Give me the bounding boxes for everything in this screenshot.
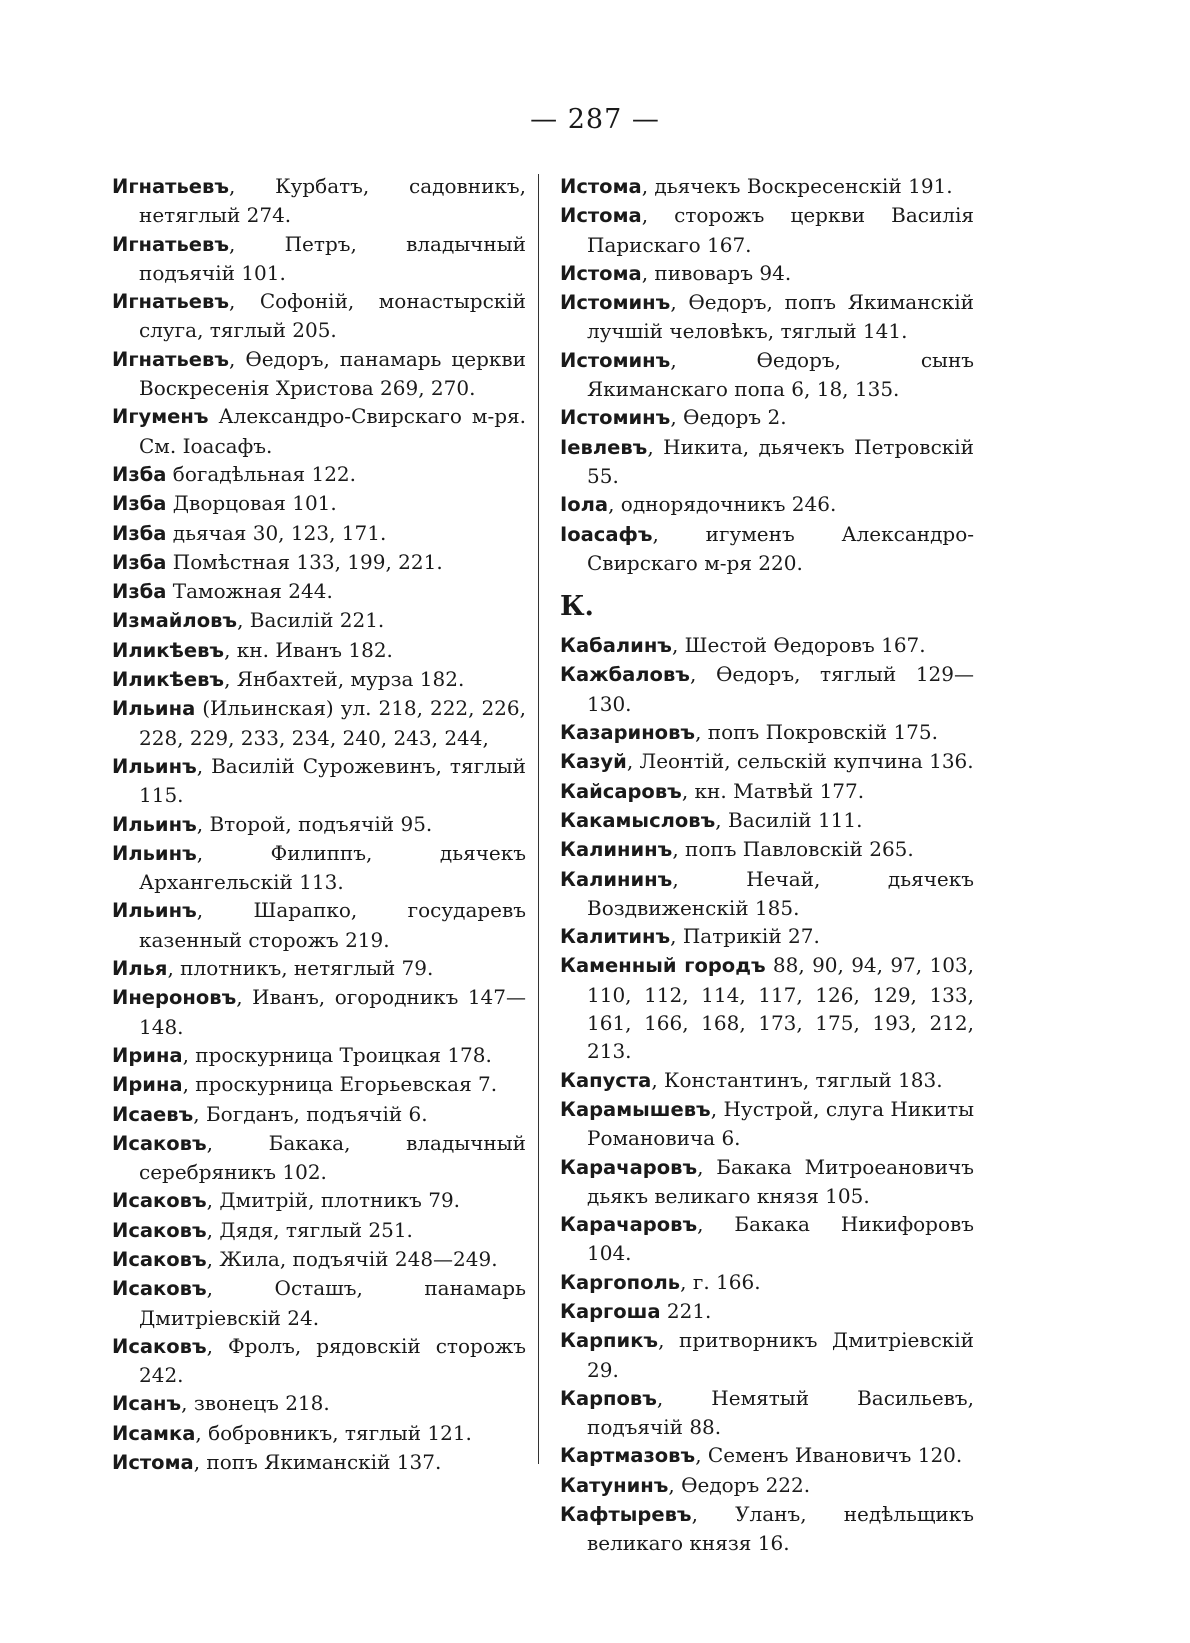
entry-headword: Игнатьевъ (112, 290, 229, 314)
index-entry (560, 835, 974, 864)
index-entry (560, 346, 974, 404)
entry-text: , кн. Иванъ 182. (224, 637, 393, 662)
entry-headword: Исаковъ (112, 1277, 207, 1301)
index-entry (112, 606, 526, 635)
entry-text: , Патрикій 27. (670, 924, 820, 949)
index-entry (560, 806, 974, 835)
entry-headword: Исаковъ (112, 1189, 207, 1213)
index-entry (112, 1216, 526, 1245)
index-entry (112, 402, 526, 460)
entry-text: , Шестой Өедоровъ 167. (671, 633, 926, 658)
index-entry (112, 577, 526, 606)
entry-text: , Курбатъ, садовникъ, нетяглый 274. (139, 174, 526, 228)
index-entry (560, 1095, 974, 1153)
entry-text: , Фролъ, рядовскій сторожъ 242. (139, 1333, 526, 1388)
index-entry (560, 172, 974, 201)
entry-headword: Игнатьевъ (112, 347, 229, 371)
index-entry (560, 403, 974, 432)
index-entry (112, 839, 526, 897)
entry-text: , Янбахтей, мурза 182. (224, 667, 465, 692)
entry-text: , Софоній, монастырскій слуга, тяглый 205. (139, 289, 526, 343)
entry-text: , Бакака Никифоровъ 104. (587, 1212, 974, 1266)
entry-headword: Казуй (560, 750, 627, 774)
entry-headword: Инероновъ (112, 986, 237, 1010)
entry-headword: Изба (112, 580, 167, 604)
entry-headword: Истома (560, 261, 642, 285)
index-entry (560, 1210, 974, 1268)
entry-text: , Нечай, дьячекъ Воздвиженскій 185. (587, 866, 974, 920)
index-entry (560, 1500, 974, 1558)
entry-text: , сторожъ церкви Василія Парискаго 167. (587, 203, 974, 257)
entry-headword: Кайсаровъ (560, 779, 682, 803)
index-entry (560, 1297, 974, 1326)
entry-headword: Истома (560, 204, 642, 228)
index-entry (112, 1129, 526, 1187)
entry-text: , плотникъ, нетяглый 79. (167, 956, 434, 981)
entry-headword: Исаковъ (112, 1247, 207, 1271)
column-divider (538, 174, 539, 1464)
index-entry (560, 433, 974, 491)
entry-headword: Ильинъ (112, 754, 197, 778)
entry-headword: Ирина (112, 1073, 183, 1097)
index-entry (112, 489, 526, 518)
index-entry (112, 1186, 526, 1215)
entry-text: дьячая 30, 123, 171. (166, 520, 387, 545)
entry-text: Дворцовая 101. (166, 491, 337, 516)
index-entry (112, 636, 526, 665)
entry-text: , проскурница Егорьевская 7. (182, 1072, 498, 1097)
entry-headword: Кабалинъ (560, 634, 672, 658)
entry-text: , Немятый Васильевъ, подъячій 88. (587, 1385, 974, 1440)
entry-text: , Жила, подъячій 248—249. (206, 1246, 498, 1271)
entry-text: , Василій 111. (715, 807, 863, 832)
entry-headword: Ильинъ (112, 812, 197, 836)
index-entry (560, 1153, 974, 1211)
entry-text: , Өедоръ, попъ Якиманскій лучшій человѣкъ, тяглый 141. (587, 290, 974, 344)
index-entry (560, 718, 974, 747)
entry-text: , Константинъ, тяглый 183. (651, 1067, 943, 1092)
index-entry (112, 1100, 526, 1129)
entry-text: Таможная 244. (166, 579, 333, 604)
index-entry (112, 345, 526, 403)
entry-headword: Истоминъ (560, 291, 671, 315)
entry-headword: Исанъ (112, 1392, 182, 1416)
entry-text: , Нустрой, слуга Никиты Романовича 6. (587, 1096, 974, 1151)
entry-text: , игуменъ Александро-Свирскаго м-ря 220. (587, 521, 974, 575)
entry-headword: Калитинъ (560, 925, 671, 949)
entry-text: 221. (660, 1298, 712, 1323)
entry-headword: Игуменъ (112, 405, 209, 429)
entry-text: , попъ Покровскій 175. (695, 720, 938, 745)
entry-text: , дьячекъ Воскресенскій 191. (641, 174, 953, 198)
index-entry (560, 259, 974, 288)
entry-text: , Второй, подъячій 95. (196, 811, 433, 836)
entry-text: , Уланъ, недѣльщикъ великаго князя 16. (587, 1502, 974, 1556)
entry-text: , кн. Матвѣй 177. (681, 778, 865, 803)
entry-headword: Карповъ (560, 1386, 657, 1410)
index-entry (112, 1274, 526, 1332)
entry-text: , Василій Сурожевинъ, тяглый 115. (139, 753, 526, 808)
index-entry (560, 865, 974, 923)
entry-headword: Исаевъ (112, 1102, 194, 1126)
index-entry (560, 201, 974, 259)
entry-headword: Катунинъ (560, 1473, 669, 1497)
index-entry (560, 288, 974, 346)
index-entry (560, 951, 974, 1065)
index-entry (560, 1066, 974, 1095)
entry-text: , притворникъ Дмитріевскій 29. (587, 1328, 974, 1382)
entry-headword: Іоасафъ (560, 522, 653, 546)
entry-headword: Ильина (112, 697, 196, 721)
entry-headword: Илья (112, 957, 168, 981)
entry-text: , бобровникъ, тяглый 121. (195, 1420, 472, 1445)
index-entry (560, 747, 974, 776)
entry-headword: Калининъ (560, 838, 673, 862)
entry-headword: Истома (560, 175, 642, 198)
index-entry (112, 1041, 526, 1070)
entry-text: Александро-Свирскаго м-ря. См. Іоасафъ. (139, 404, 526, 458)
entry-headword: Карачаровъ (560, 1155, 698, 1179)
page-number: — 287 — (530, 104, 660, 135)
index-entry (112, 1070, 526, 1099)
entry-text: , звонецъ 218. (181, 1391, 330, 1416)
entry-text: , Филиппъ, дьячекъ Архангельскій 113. (139, 840, 526, 895)
entry-text: , попъ Якиманскій 137. (193, 1450, 442, 1475)
entry-headword: Калининъ (560, 867, 673, 891)
index-entry (112, 519, 526, 548)
index-entry (112, 665, 526, 694)
entry-headword: Изба (112, 462, 167, 486)
index-entry (112, 1389, 526, 1418)
entry-headword: Карамышевъ (560, 1097, 711, 1121)
index-entry (560, 1471, 974, 1500)
index-entry (112, 172, 526, 230)
entry-headword: Исаковъ (112, 1131, 207, 1155)
entry-text: , Василій 221. (237, 608, 385, 633)
entry-text: , однорядочникъ 246. (608, 492, 837, 517)
entry-text: , Дядя, тяглый 251. (206, 1217, 413, 1242)
entry-headword: Ирина (112, 1043, 183, 1067)
index-entry (560, 1268, 974, 1297)
index-entry (112, 548, 526, 577)
entry-text: , Өедоръ, тяглый 129—130. (587, 662, 974, 716)
entry-headword: Истоминъ (560, 406, 671, 430)
entry-text: , Бакака, владычный серебряникъ 102. (139, 1130, 526, 1185)
entry-headword: Изба (112, 521, 167, 545)
index-entry (560, 922, 974, 951)
entry-text: , Бакака Митроеановичъ дьякъ великаго князя 105. (587, 1154, 974, 1208)
entry-headword: Исаковъ (112, 1334, 207, 1358)
entry-headword: Измайловъ (112, 609, 238, 633)
entry-headword: Какамысловъ (560, 808, 716, 832)
entry-text: , Дмитрій, плотникъ 79. (206, 1188, 461, 1213)
entry-text: , Леонтій, сельскій купчина 136. (626, 749, 974, 774)
entry-headword: Ильинъ (112, 899, 197, 923)
index-entry (560, 1441, 974, 1470)
entry-headword: Изба (112, 492, 167, 516)
entry-headword: Кафтыревъ (560, 1503, 692, 1527)
entry-headword: Капуста (560, 1068, 652, 1092)
index-entry (112, 1332, 526, 1390)
entry-text: , Иванъ, огородникъ 147—148. (139, 985, 526, 1039)
index-entry (112, 983, 526, 1041)
entry-text: , Өедоръ 222. (668, 1472, 811, 1497)
entry-headword: Карпикъ (560, 1329, 659, 1353)
entry-text: , Петръ, владычный подъячій 101. (139, 231, 526, 285)
index-entry (560, 490, 974, 519)
index-entry (112, 287, 526, 345)
index-entry (560, 631, 974, 660)
index-entry (560, 777, 974, 806)
entry-headword: Иликѣевъ (112, 668, 225, 692)
entry-headword: Іола (560, 493, 609, 517)
index-entry (112, 1419, 526, 1448)
entry-headword: Каменный городъ (560, 954, 766, 978)
entry-text: , Семенъ Ивановичъ 120. (695, 1443, 963, 1468)
index-entry (112, 954, 526, 983)
left-column (112, 172, 526, 1477)
entry-headword: Исаковъ (112, 1218, 207, 1242)
entry-headword: Каргоша (560, 1299, 661, 1323)
entry-headword: Казариновъ (560, 721, 696, 745)
index-entry (112, 230, 526, 288)
entry-headword: Изба (112, 550, 167, 574)
entry-text: богадѣльная 122. (166, 461, 357, 486)
entry-text: , г. 166. (680, 1269, 761, 1294)
index-entry (112, 896, 526, 954)
index-entry (560, 520, 974, 578)
entry-headword: Истоминъ (560, 348, 671, 372)
index-entry (112, 1245, 526, 1274)
index-entry (560, 660, 974, 718)
entry-text: , Богданъ, подъячій 6. (193, 1101, 428, 1126)
entry-text: , Өедоръ 2. (670, 405, 787, 430)
entry-headword: Игнатьевъ (112, 232, 229, 256)
entry-text: , Шарапко, государевъ казенный сторожъ 219. (139, 898, 526, 952)
entry-headword: Исамка (112, 1421, 196, 1445)
index-entry (112, 1448, 526, 1477)
entry-headword: Картмазовъ (560, 1444, 696, 1468)
entry-text: , Никита, дьячекъ Петровскій 55. (587, 434, 974, 488)
index-entry (112, 752, 526, 810)
entry-text: 88, 90, 94, 97, 103, 110, 112, 114, 117, 126, 129, 133, 161, 166, 168, 173, 175, 193, 212, 213. (587, 953, 974, 1064)
entry-headword: Кажбаловъ (560, 663, 690, 687)
entry-headword: Каргополь (560, 1270, 681, 1294)
entry-text: , проскурница Троицкая 178. (182, 1042, 492, 1067)
right-column (560, 172, 974, 1558)
entry-text: , Осташъ, панамарь Дмитріевскій 24. (139, 1276, 526, 1330)
index-entry (112, 460, 526, 489)
index-entry (112, 810, 526, 839)
index-entry (560, 1326, 974, 1384)
entry-text: , попъ Павловскій 265. (672, 837, 914, 862)
entry-headword: Игнатьевъ (112, 175, 229, 198)
entry-headword: Иликѣевъ (112, 638, 225, 662)
index-entry (560, 1384, 974, 1442)
entry-headword: Іевлевъ (560, 435, 648, 459)
entry-text: , Өедоръ, сынъ Якиманскаго попа 6, 18, 135. (587, 347, 974, 402)
entry-text: Помѣстная 133, 199, 221. (166, 549, 443, 574)
entry-text: (Ильинская) ул. 218, 222, 226, 228, 229, 233, 234, 240, 243, 244, (139, 696, 526, 750)
entry-text: , пивоваръ 94. (641, 260, 792, 285)
section-letter-heading: К. (560, 591, 594, 623)
entry-headword: Карачаровъ (560, 1213, 698, 1237)
entry-text: , Өедоръ, панамарь церкви Воскресенія Христова 269, 270. (139, 346, 526, 401)
entry-headword: Ильинъ (112, 841, 197, 865)
index-entry (112, 694, 526, 752)
entry-headword: Истома (112, 1451, 194, 1475)
